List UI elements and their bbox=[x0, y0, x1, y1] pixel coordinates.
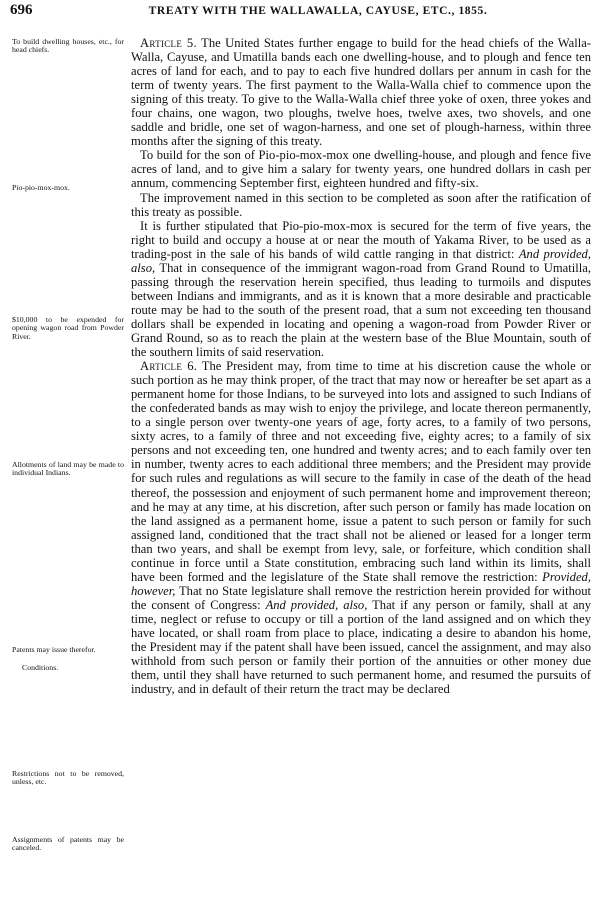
proviso-also-italic: And provided, also, bbox=[265, 597, 368, 612]
article-6-label: Article 6. bbox=[140, 359, 198, 374]
wagon-road-text: That in consequence of the immigrant wagon-road from Grand Round to Umatilla, passing through the reservation herein specified, thus leading to turmoils and disputes between Indians and immigrants, and as it is known that a more desirable and practicable route may be had to the south of the present road, that a sum not exceeding ten thousand dollars shall be expended in locating and opening a wagon-road from Powder River or Grand Round, so as to reach the plain at the western base of the Blue Mountain, south of the southern limits of said reservation. bbox=[131, 260, 591, 360]
legislature-text: That no State legislature shall remove the restriction herein provided for without the consent of Congress: bbox=[131, 583, 591, 612]
abandonment-text: That if any person or family, shall at any time, neglect or refuse to occupy or till a portion of the land assigned and on which they have located, or shall roam from place to place, indicating a desire to abandon his home, the President may if the patent shall have been issued, cancel the assignment, and may also withhold from such person or family their portion of the annuities or other money due them, until they shall have returned to such permanent home, and resumed the pursuits of industry, and in default of their return the tract may be declared bbox=[131, 597, 592, 697]
treaty-text bbox=[131, 36, 591, 696]
margin-note-patents: Patents may issue therefor. bbox=[12, 645, 96, 654]
margin-note-conditions: Conditions. bbox=[22, 663, 59, 672]
margin-note-allotments: Allotments of land may be made to individual Indians. bbox=[12, 460, 124, 478]
page-number: 696 bbox=[10, 2, 33, 18]
margin-note-restrictions: Restrictions not to be removed, unless, etc. bbox=[12, 769, 124, 787]
pio-pio-mox-mox-house-paragraph: To build for the son of Pio-pio-mox-mox one dwelling-house, and plough and fence five acres of land, and to give him a salary for twenty years, one hundred dollars in cash per annum, commencing September first, eighteen hundred and fifty-six. bbox=[131, 148, 591, 191]
running-header bbox=[10, 2, 592, 24]
article-6-paragraph bbox=[131, 359, 591, 696]
margin-note-dwelling-houses: To build dwelling houses, etc., for head chiefs. bbox=[12, 37, 124, 55]
improvement-paragraph: The improvement named in this section to be completed as soon after the ratification of this treaty as possible. bbox=[131, 190, 591, 219]
article-5-label: Article 5. bbox=[140, 36, 197, 50]
margin-note-pio-pio-mox-mox: Pio-pio-mox-mox. bbox=[12, 183, 70, 192]
article-6-text: The President may, from time to time at his discretion cause the whole or such portion as he may think proper, of the tract that may now or hereafter be set apart as a permanent home for those Indians, to be surveyed into lots and assigned to such Indians of the confederated bands as may wish to enjoy the privilege, and locate thereon permanently, to a single person over twenty-one years of age, forty acres, to a family of two persons, sixty acres, to a family of three and not exceeding five, eighty acres; to a family of six persons and not exceeding ten, one hundred and twenty acres; and to each family over ten in number, twenty acres to each additional three members; and the President may provide for such rules and regulations as will secure to the family in case of the death of the head thereof, the possession and enjoyment of such permanent home and improvement thereon; and he may at any time, at his discretion, after such person or family has made location on the land assigned as a permanent home, issue a patent to such person or family for such assigned land, conditioned that the tract shall not be aliened or leased for a longer term than two years, and shall be exempt from levy, sale, or forfeiture, which condition shall continue in force until a State constitution, embracing such land within its limits, shall have been formed and the legislature of the State shall remove the restriction: bbox=[131, 359, 591, 584]
article-5-paragraph bbox=[131, 36, 591, 148]
proviso-however-italic: Provided, however, bbox=[131, 569, 591, 598]
margin-note-assignments: Assignments of patents may be canceled. bbox=[12, 835, 124, 853]
article-5-text: The United States further engage to build for the head chiefs of the Walla-Walla, Cayuse, and Umatilla bands each one dwelling-house, and to plough and fence ten acres of land for each, and to pay to each five hundred dollars per annum in cash for the term of twenty years. The first payment to the Walla-Walla chief to commence upon the signing of this treaty. To give to the Walla-Walla chief three yoke of oxen, three yokes and four chains, one wagon, two ploughs, twelve hoes, twelve axes, two shovels, and one saddle and bridle, one set of wagon-harness, and one set of plough-harness, within three months after the signing of this treaty. bbox=[131, 36, 591, 149]
trading-post-paragraph bbox=[131, 219, 591, 359]
proviso-italic: And provided, also, bbox=[131, 246, 591, 275]
trading-post-text: It is further stipulated that Pio-pio-mox-mox is secured for the term of five years, the right to build and occupy a house at or near the mouth of Yakama River, to be used as a trading-post in the sale of his bands of wild cattle ranging in that district: bbox=[131, 218, 591, 261]
running-head-title: TREATY WITH THE WALLAWALLA, CAYUSE, ETC., 1855. bbox=[148, 5, 488, 17]
margin-note-wagon-road: $10,000 to be expended for opening wagon road from Powder River. bbox=[12, 315, 124, 341]
